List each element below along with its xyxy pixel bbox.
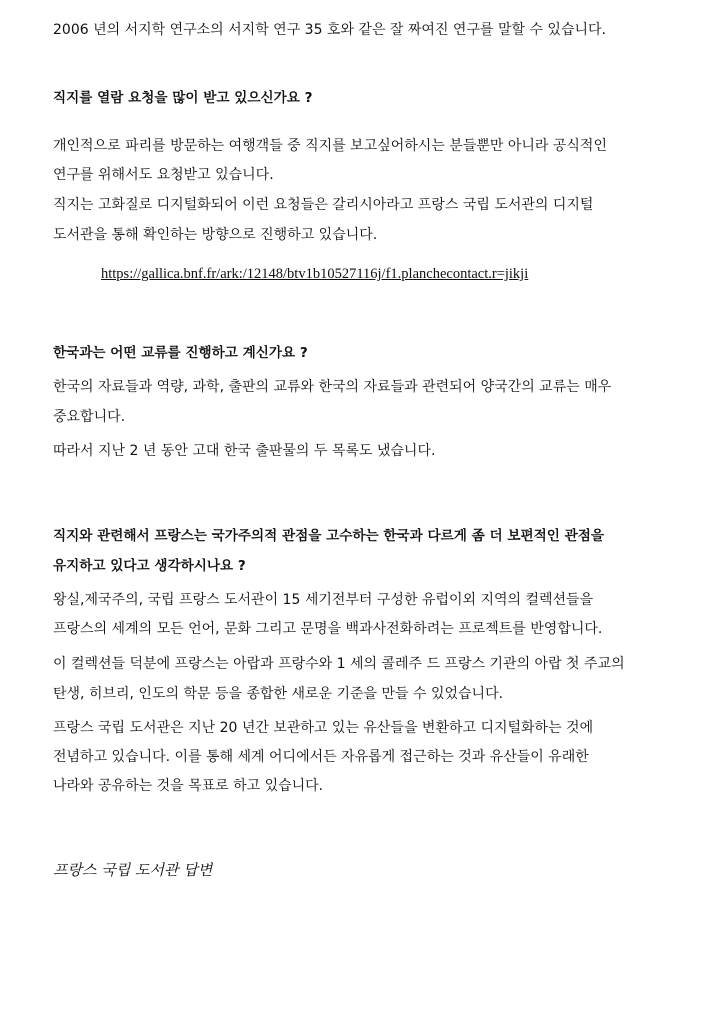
question-heading-2: 한국과는 어떤 교류를 진행하고 계신가요 ? (53, 345, 308, 361)
paragraph-line: 개인적으로 파리를 방문하는 여행객들 중 직지를 보고싶어하시는 분들뿐만 아니라 공식적인 (53, 138, 607, 154)
question-heading-3: 직지와 관련해서 프랑스는 국가주의적 관점을 고수하는 한국과 다르게 좀 더 보편적인 관점을 (53, 528, 605, 544)
paragraph-line: 나라와 공유하는 것을 목표로 하고 있습니다. (53, 778, 324, 794)
question-heading-1: 직지를 열람 요청을 많이 받고 있으신가요 ? (53, 90, 313, 106)
gallica-link[interactable]: https://gallica.bnf.fr/ark:/12148/btv1b10527116j/f1.planchecontact.r=jikji (101, 266, 529, 282)
paragraph-line: 프랑스의 세계의 모든 언어, 문화 그리고 문명을 백과사전화하려는 프로젝트를 반영합니다. (53, 621, 603, 637)
paragraph-line: 전념하고 있습니다. 이를 통해 세계 어디에서든 자유롭게 접근하는 것과 유산들이 유래한 (53, 749, 589, 765)
paragraph-line: 따라서 지난 2 년 동안 고대 한국 출판물의 두 목록도 냈습니다. (53, 443, 436, 459)
paragraph-line: 이 컬렉션들 덕분에 프랑스는 아랍과 프랑수와 1 세의 콜레주 드 프랑스 기관의 아랍 첫 주교의 (53, 656, 625, 672)
paragraph-line: 연구를 위해서도 요청받고 있습니다. (53, 167, 274, 183)
paragraph-line: 한국의 자료들과 역량, 과학, 출판의 교류와 한국의 자료들과 관련되어 양국간의 교류는 매우 (53, 379, 612, 395)
paragraph-line: 프랑스 국립 도서관은 지난 20 년간 보관하고 있는 유산들을 변환하고 디지털화하는 것에 (53, 720, 594, 736)
signature: 프랑스 국립 도서관 답변 (53, 861, 213, 879)
paragraph-line: 탄생, 히브리, 인도의 학문 등을 종합한 새로운 기준을 만들 수 있었습니다. (53, 686, 504, 702)
question-heading-3-cont: 유지하고 있다고 생각하시나요 ? (53, 558, 246, 574)
paragraph-line: 왕실,제국주의, 국립 프랑스 도서관이 15 세기전부터 구성한 유럽이외 지역의 컬렉션들을 (53, 592, 594, 608)
paragraph-line: 중요합니다. (53, 409, 126, 425)
paragraph-line: 직지는 고화질로 디지털화되어 이런 요청들은 갈리시아라고 프랑스 국립 도서관의 디지털 (53, 197, 594, 213)
paragraph-line: 도서관을 통해 확인하는 방향으로 진행하고 있습니다. (53, 227, 378, 243)
intro-paragraph: 2006 년의 서지학 연구소의 서지학 연구 35 호와 같은 잘 짜여진 연구를 말할 수 있습니다. (53, 22, 606, 38)
